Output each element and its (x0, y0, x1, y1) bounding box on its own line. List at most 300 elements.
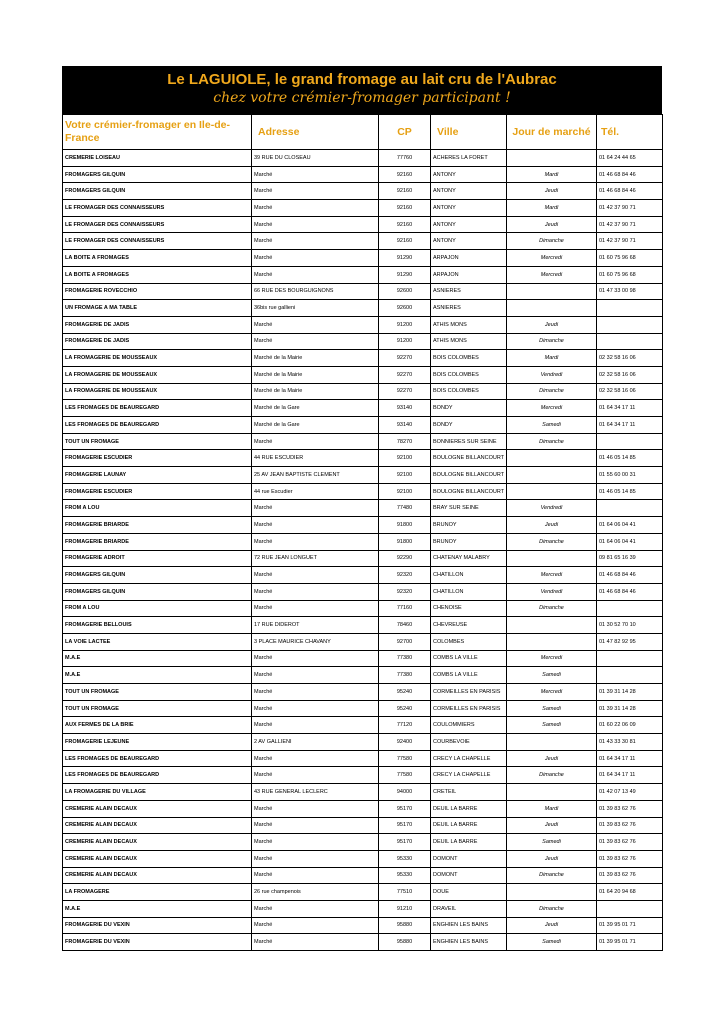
cell-day: Dimanche (507, 333, 597, 350)
cell-day: Jeudi (507, 517, 597, 534)
table-row (63, 550, 663, 567)
cell-name: FROMAGERIE DE JADIS (63, 316, 252, 333)
cell-name: FROM A LOU (63, 500, 252, 517)
cell-city: ANTONY (431, 200, 507, 217)
cell-city: CRETEIL (431, 784, 507, 801)
cell-cp: 77580 (379, 767, 431, 784)
cell-tel (597, 500, 663, 517)
cell-tel: 01 64 06 04 41 (597, 517, 663, 534)
cell-day: Mercredi (507, 266, 597, 283)
cell-cp: 93140 (379, 400, 431, 417)
cell-cp: 91200 (379, 333, 431, 350)
cell-cp: 77510 (379, 884, 431, 901)
table-row (63, 784, 663, 801)
cell-cp: 92700 (379, 633, 431, 650)
cell-tel (597, 316, 663, 333)
cell-tel: 01 42 37 90 71 (597, 216, 663, 233)
cell-day (507, 483, 597, 500)
cell-tel: 01 64 34 17 11 (597, 750, 663, 767)
cell-day (507, 283, 597, 300)
table-row (63, 850, 663, 867)
cell-tel: 01 39 31 14 28 (597, 700, 663, 717)
table-row (63, 684, 663, 701)
cell-address: Marché (252, 750, 379, 767)
cell-address: Marché de la Mairie (252, 350, 379, 367)
cell-address: 36bis rue gallieni (252, 300, 379, 317)
cell-address: Marché (252, 166, 379, 183)
cell-day: Dimanche (507, 383, 597, 400)
cell-address: Marché (252, 200, 379, 217)
cell-name: FROMAGERS GILQUIN (63, 583, 252, 600)
cell-day: Mercredi (507, 684, 597, 701)
cell-day: Jeudi (507, 917, 597, 934)
table-row (63, 400, 663, 417)
table-row (63, 467, 663, 484)
cell-tel: 01 60 22 06 09 (597, 717, 663, 734)
retailer-table (62, 114, 663, 951)
table-row (63, 583, 663, 600)
cell-tel: 01 55 60 00 31 (597, 467, 663, 484)
cell-address: 39 RUE DU CLOSEAU (252, 150, 379, 167)
cell-day (507, 734, 597, 751)
cell-day: Samedi (507, 667, 597, 684)
table-row (63, 767, 663, 784)
cell-cp: 92160 (379, 233, 431, 250)
cell-tel: 09 81 65 16 39 (597, 550, 663, 567)
cell-name: FROMAGERIE ESCUDIER (63, 450, 252, 467)
cell-name: LES FROMAGES DE BEAUREGARD (63, 417, 252, 434)
cell-day: Samedi (507, 700, 597, 717)
cell-address: Marché (252, 800, 379, 817)
cell-tel (597, 667, 663, 684)
cell-tel: 01 43 33 30 81 (597, 734, 663, 751)
table-row (63, 633, 663, 650)
cell-name: FROMAGERIE ESCUDIER (63, 483, 252, 500)
cell-city: BOIS COLOMBES (431, 350, 507, 367)
cell-name: FROMAGERIE DU VEXIN (63, 934, 252, 951)
cell-name: TOUT UN FROMAGE (63, 433, 252, 450)
cell-day: Vendredi (507, 500, 597, 517)
cell-name: FROMAGERIE BRIARDE (63, 517, 252, 534)
cell-tel: 01 64 06 04 41 (597, 533, 663, 550)
cell-cp: 95880 (379, 934, 431, 951)
cell-address: Marché (252, 183, 379, 200)
cell-cp: 77580 (379, 750, 431, 767)
table-row (63, 567, 663, 584)
cell-name: LA FROMAGERIE DE MOUSSEAUX (63, 383, 252, 400)
cell-name: LES FROMAGES DE BEAUREGARD (63, 750, 252, 767)
cell-day: Samedi (507, 834, 597, 851)
header-address: Adresse (252, 115, 379, 150)
cell-address: Marché (252, 233, 379, 250)
cell-city: COMBS LA VILLE (431, 667, 507, 684)
cell-address: Marché (252, 867, 379, 884)
cell-tel: 02 32 58 16 06 (597, 366, 663, 383)
cell-day: Samedi (507, 417, 597, 434)
header-tel: Tél. (597, 115, 663, 150)
cell-day: Dimanche (507, 867, 597, 884)
cell-tel: 01 46 05 14 85 (597, 450, 663, 467)
cell-tel: 01 47 82 92 95 (597, 633, 663, 650)
cell-name: LE FROMAGER DES CONNAISSEURS (63, 233, 252, 250)
cell-address: Marché (252, 717, 379, 734)
cell-name: LES FROMAGES DE BEAUREGARD (63, 400, 252, 417)
cell-city: DRAVEIL (431, 900, 507, 917)
cell-day: Jeudi (507, 850, 597, 867)
header-name: Votre crémier-fromager en Ile-de-France (63, 115, 252, 150)
cell-city: ASNIERES (431, 300, 507, 317)
table-row (63, 433, 663, 450)
cell-cp: 95330 (379, 867, 431, 884)
cell-cp: 95880 (379, 917, 431, 934)
cell-address: 17 RUE DIDEROT (252, 617, 379, 634)
cell-name: LA FROMAGERIE DU VILLAGE (63, 784, 252, 801)
cell-name: CREMERIE ALAIN DECAUX (63, 817, 252, 834)
cell-address: 72 RUE JEAN LONGUET (252, 550, 379, 567)
cell-day: Jeudi (507, 216, 597, 233)
cell-city: BRUNOY (431, 517, 507, 534)
cell-tel (597, 600, 663, 617)
cell-name: FROMAGERIE BRIARDE (63, 533, 252, 550)
cell-city: DEUIL LA BARRE (431, 800, 507, 817)
cell-address: Marché (252, 850, 379, 867)
cell-name: M.A.E (63, 667, 252, 684)
table-row (63, 417, 663, 434)
table-row (63, 233, 663, 250)
cell-day (507, 617, 597, 634)
cell-city: COULOMMIERS (431, 717, 507, 734)
cell-tel: 01 47 33 00 98 (597, 283, 663, 300)
table-row (63, 867, 663, 884)
cell-city: BOIS COLOMBES (431, 366, 507, 383)
cell-address: Marché de la Mairie (252, 366, 379, 383)
cell-day (507, 550, 597, 567)
table-row (63, 450, 663, 467)
cell-city: DOMONT (431, 850, 507, 867)
cell-city: BONNIERES SUR SEINE (431, 433, 507, 450)
cell-address: Marché (252, 316, 379, 333)
cell-address: Marché (252, 767, 379, 784)
table-row (63, 533, 663, 550)
cell-address: 66 RUE DES BOURGUIGNONS (252, 283, 379, 300)
cell-name: LE FROMAGER DES CONNAISSEURS (63, 216, 252, 233)
table-row (63, 350, 663, 367)
cell-address: 43 RUE GENERAL LECLERC (252, 784, 379, 801)
cell-address: Marché (252, 650, 379, 667)
cell-city: ATHIS MONS (431, 333, 507, 350)
table-row (63, 200, 663, 217)
cell-name: AUX FERMES DE LA BRIE (63, 717, 252, 734)
cell-day (507, 450, 597, 467)
cell-cp: 92160 (379, 183, 431, 200)
cell-city: ENGHIEN LES BAINS (431, 917, 507, 934)
cell-name: LA VOIE LACTEE (63, 633, 252, 650)
cell-name: FROM A LOU (63, 600, 252, 617)
cell-address: 3 PLACE MAURICE CHAVANY (252, 633, 379, 650)
document-sheet (62, 66, 662, 951)
cell-city: DEUIL LA BARRE (431, 834, 507, 851)
cell-city: DOMONT (431, 867, 507, 884)
cell-cp: 92600 (379, 300, 431, 317)
header-cp: CP (379, 115, 431, 150)
cell-city: CHENOISE (431, 600, 507, 617)
cell-cp: 91290 (379, 250, 431, 267)
cell-cp: 91200 (379, 316, 431, 333)
cell-day: Mercredi (507, 250, 597, 267)
table-row (63, 734, 663, 751)
cell-address: Marché de la Mairie (252, 383, 379, 400)
cell-address: 26 rue champenois (252, 884, 379, 901)
cell-city: ANTONY (431, 183, 507, 200)
cell-day: Jeudi (507, 183, 597, 200)
table-body (63, 150, 663, 951)
cell-city: ASNIERES (431, 283, 507, 300)
table-row (63, 383, 663, 400)
cell-day: Mardi (507, 800, 597, 817)
cell-name: UN FROMAGE A MA TABLE (63, 300, 252, 317)
cell-city: BONDY (431, 417, 507, 434)
cell-tel: 01 46 68 84 46 (597, 567, 663, 584)
cell-tel: 02 32 58 16 06 (597, 350, 663, 367)
table-row (63, 717, 663, 734)
cell-cp: 77380 (379, 667, 431, 684)
cell-day: Mercredi (507, 650, 597, 667)
cell-city: BONDY (431, 400, 507, 417)
cell-cp: 94000 (379, 784, 431, 801)
cell-cp: 92270 (379, 383, 431, 400)
table-row (63, 316, 663, 333)
table-row (63, 183, 663, 200)
cell-city: ARPAJON (431, 250, 507, 267)
cell-tel: 01 60 75 96 68 (597, 266, 663, 283)
cell-address: Marché de la Gare (252, 400, 379, 417)
table-row (63, 250, 663, 267)
cell-day: Samedi (507, 934, 597, 951)
cell-city: CHATILLON (431, 567, 507, 584)
cell-address: Marché (252, 533, 379, 550)
cell-day (507, 784, 597, 801)
table-row (63, 700, 663, 717)
cell-name: LA BOITE A FROMAGES (63, 266, 252, 283)
cell-city: BOIS COLOMBES (431, 383, 507, 400)
cell-city: BRAY SUR SEINE (431, 500, 507, 517)
table-row (63, 483, 663, 500)
cell-cp: 92270 (379, 350, 431, 367)
cell-cp: 95170 (379, 834, 431, 851)
cell-tel (597, 333, 663, 350)
cell-cp: 91800 (379, 517, 431, 534)
cell-day: Mardi (507, 166, 597, 183)
header-city: Ville (431, 115, 507, 150)
cell-cp: 95240 (379, 700, 431, 717)
cell-name: CREMERIE LOISEAU (63, 150, 252, 167)
cell-cp: 77760 (379, 150, 431, 167)
cell-day: Jeudi (507, 817, 597, 834)
cell-cp: 78460 (379, 617, 431, 634)
cell-address: Marché (252, 684, 379, 701)
cell-address: Marché (252, 333, 379, 350)
cell-name: FROMAGERS GILQUIN (63, 183, 252, 200)
cell-tel: 01 64 34 17 11 (597, 400, 663, 417)
cell-address: Marché (252, 250, 379, 267)
cell-tel: 01 42 37 90 71 (597, 233, 663, 250)
table-row (63, 900, 663, 917)
cell-city: CHATENAY MALABRY (431, 550, 507, 567)
cell-tel (597, 433, 663, 450)
cell-cp: 77160 (379, 600, 431, 617)
cell-cp: 92100 (379, 467, 431, 484)
cell-cp: 77120 (379, 717, 431, 734)
table-row (63, 617, 663, 634)
cell-tel (597, 900, 663, 917)
cell-name: CREMERIE ALAIN DECAUX (63, 834, 252, 851)
cell-city: ENGHIEN LES BAINS (431, 934, 507, 951)
cell-tel: 01 60 75 96 68 (597, 250, 663, 267)
cell-city: CRECY LA CHAPELLE (431, 767, 507, 784)
cell-tel: 01 64 24 44 65 (597, 150, 663, 167)
cell-cp: 91210 (379, 900, 431, 917)
cell-tel: 01 46 68 84 46 (597, 183, 663, 200)
cell-name: LA FROMAGERIE DE MOUSSEAUX (63, 350, 252, 367)
cell-day: Dimanche (507, 767, 597, 784)
cell-tel: 01 64 34 17 11 (597, 417, 663, 434)
table-row (63, 884, 663, 901)
cell-name: TOUT UN FROMAGE (63, 700, 252, 717)
cell-city: DOUE (431, 884, 507, 901)
cell-cp: 93140 (379, 417, 431, 434)
cell-cp: 92270 (379, 366, 431, 383)
cell-city: ANTONY (431, 166, 507, 183)
table-row (63, 150, 663, 167)
cell-name: LA BOITE A FROMAGES (63, 250, 252, 267)
table-row (63, 667, 663, 684)
cell-city: COLOMBES (431, 633, 507, 650)
cell-name: FROMAGERS GILQUIN (63, 567, 252, 584)
cell-address: Marché (252, 700, 379, 717)
cell-day: Mercredi (507, 567, 597, 584)
cell-tel: 01 42 37 90 71 (597, 200, 663, 217)
cell-name: FROMAGERS GILQUIN (63, 166, 252, 183)
table-row (63, 917, 663, 934)
cell-tel: 01 39 83 62 76 (597, 800, 663, 817)
cell-city: ATHIS MONS (431, 316, 507, 333)
cell-city: ACHERES LA FORET (431, 150, 507, 167)
cell-name: LA FROMAGERIE DE MOUSSEAUX (63, 366, 252, 383)
cell-city: BOULOGNE BILLANCOURT (431, 483, 507, 500)
cell-city: ARPAJON (431, 266, 507, 283)
cell-name: M.A.E (63, 650, 252, 667)
table-row (63, 800, 663, 817)
cell-day: Mardi (507, 200, 597, 217)
document-title: Le LAGUIOLE, le grand fromage au lait cru de l'Aubrac (167, 71, 557, 88)
document-subtitle: chez votre crémier-fromager participant ! (213, 90, 511, 106)
cell-name: FROMAGERIE ROVECCHIO (63, 283, 252, 300)
cell-cp: 91800 (379, 533, 431, 550)
cell-name: LA FROMAGERE (63, 884, 252, 901)
cell-city: CHATILLON (431, 583, 507, 600)
table-row (63, 333, 663, 350)
table-row (63, 600, 663, 617)
cell-cp: 92160 (379, 216, 431, 233)
cell-name: FROMAGERIE LAUNAY (63, 467, 252, 484)
cell-address: Marché (252, 517, 379, 534)
cell-name: LES FROMAGES DE BEAUREGARD (63, 767, 252, 784)
cell-name: CREMERIE ALAIN DECAUX (63, 800, 252, 817)
cell-day (507, 884, 597, 901)
cell-tel: 01 39 83 62 76 (597, 817, 663, 834)
cell-tel: 01 64 34 17 11 (597, 767, 663, 784)
cell-day: Vendredi (507, 366, 597, 383)
cell-day (507, 150, 597, 167)
cell-city: ANTONY (431, 233, 507, 250)
table-row (63, 934, 663, 951)
cell-address: Marché (252, 917, 379, 934)
table-row (63, 366, 663, 383)
cell-day: Samedi (507, 717, 597, 734)
cell-day: Dimanche (507, 900, 597, 917)
cell-name: FROMAGERIE DE JADIS (63, 333, 252, 350)
cell-cp: 95330 (379, 850, 431, 867)
cell-cp: 95170 (379, 817, 431, 834)
cell-day: Dimanche (507, 600, 597, 617)
cell-name: FROMAGERIE DU VEXIN (63, 917, 252, 934)
cell-day: Vendredi (507, 583, 597, 600)
cell-day: Dimanche (507, 233, 597, 250)
cell-day (507, 300, 597, 317)
cell-address: 44 rue Escudier (252, 483, 379, 500)
cell-tel (597, 650, 663, 667)
cell-name: CREMERIE ALAIN DECAUX (63, 850, 252, 867)
table-row (63, 166, 663, 183)
cell-address: Marché (252, 433, 379, 450)
cell-city: ANTONY (431, 216, 507, 233)
cell-tel: 01 46 68 84 46 (597, 583, 663, 600)
cell-cp: 92320 (379, 583, 431, 600)
cell-cp: 92100 (379, 483, 431, 500)
cell-city: BOULOGNE BILLANCOURT (431, 450, 507, 467)
cell-cp: 77480 (379, 500, 431, 517)
cell-address: Marché de la Gare (252, 417, 379, 434)
cell-address: Marché (252, 266, 379, 283)
cell-tel: 01 46 05 14 85 (597, 483, 663, 500)
cell-city: CORMEILLES EN PARISIS (431, 684, 507, 701)
cell-city: BRUNOY (431, 533, 507, 550)
cell-cp: 92320 (379, 567, 431, 584)
cell-cp: 92600 (379, 283, 431, 300)
cell-city: COURBEVOIE (431, 734, 507, 751)
cell-tel: 01 39 95 01 71 (597, 917, 663, 934)
cell-day: Dimanche (507, 533, 597, 550)
cell-tel: 02 32 58 16 06 (597, 383, 663, 400)
cell-tel: 01 64 20 94 68 (597, 884, 663, 901)
cell-cp: 95170 (379, 800, 431, 817)
cell-day: Mardi (507, 350, 597, 367)
cell-address: Marché (252, 583, 379, 600)
cell-tel: 01 39 31 14 28 (597, 684, 663, 701)
cell-city: CHEVREUSE (431, 617, 507, 634)
table-row (63, 266, 663, 283)
cell-day (507, 467, 597, 484)
cell-address: Marché (252, 567, 379, 584)
cell-name: LE FROMAGER DES CONNAISSEURS (63, 200, 252, 217)
cell-address: Marché (252, 900, 379, 917)
table-row (63, 283, 663, 300)
cell-cp: 92160 (379, 166, 431, 183)
cell-day: Jeudi (507, 316, 597, 333)
cell-address: Marché (252, 500, 379, 517)
table-row (63, 216, 663, 233)
cell-address: 44 RUE ESCUDIER (252, 450, 379, 467)
